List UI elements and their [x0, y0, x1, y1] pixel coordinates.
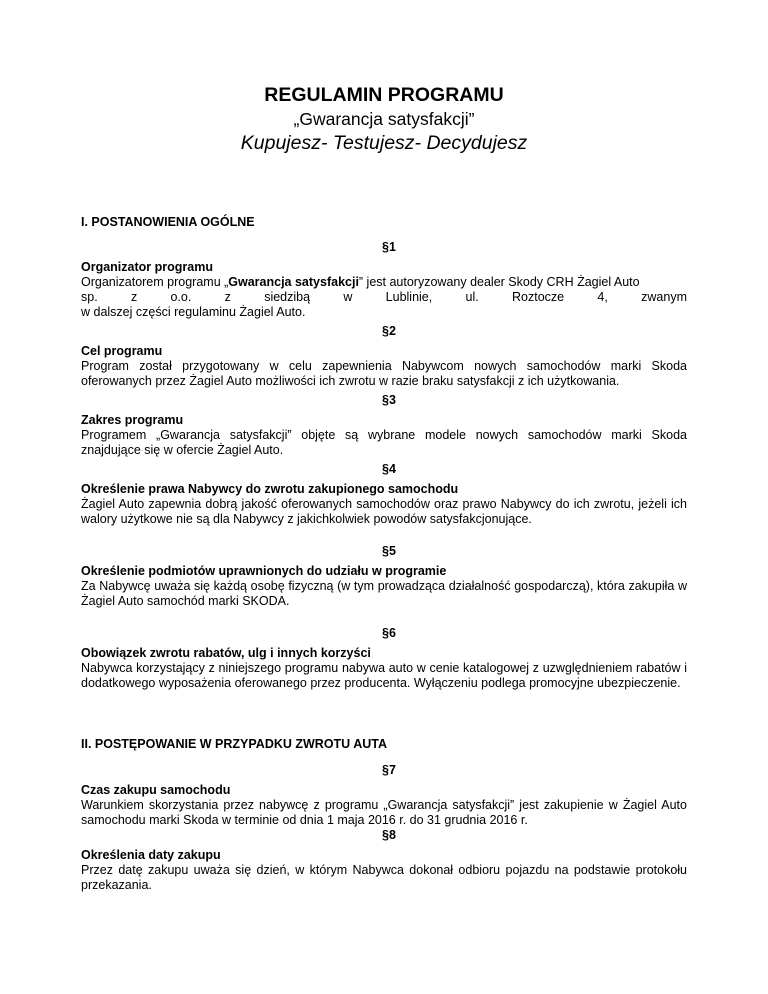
paragraph-title: Organizator programu	[81, 260, 213, 274]
document-subtitle: „Gwarancja satysfakcji”	[293, 109, 475, 129]
paragraph-text: Za Nabywcę uważa się każdą osobę fizyczną (w tym prowadząca działalność gospodarczą), która zakupiła w Żagiel Auto samochód marki SKODA.	[81, 579, 687, 608]
paragraph-6	[81, 626, 687, 691]
paragraph-number: §1	[382, 240, 396, 254]
paragraph-3	[81, 393, 687, 458]
paragraph-7	[81, 763, 687, 828]
paragraph-line	[81, 275, 687, 290]
paragraph-title: Czas zakupu samochodu	[81, 783, 231, 797]
document-title: REGULAMIN PROGRAMU	[264, 84, 504, 106]
document-slogan: Kupujesz- Testujesz- Decydujesz	[240, 132, 528, 154]
paragraph-text: Programem „Gwarancja satysfakcji” objęte są wybrane modele nowych samochodów marki Skoda znajdujące się w ofercie Żagiel Auto.	[81, 428, 687, 457]
paragraph-title: Zakres programu	[81, 413, 184, 427]
paragraph-number: §2	[382, 324, 396, 338]
paragraph-title: Określenie podmiotów uprawnionych do udziału w programie	[81, 564, 447, 578]
text-span: Organizatorem programu „	[81, 275, 229, 289]
paragraph-title: Obowiązek zwrotu rabatów, ulg i innych korzyści	[81, 646, 371, 660]
paragraph-title: Określenia daty zakupu	[81, 848, 221, 862]
paragraph-5	[81, 544, 687, 609]
paragraph-text	[81, 275, 687, 320]
paragraph-text: Żagiel Auto zapewnia dobrą jakość oferowanych samochodów oraz prawo Nabywcy do ich zwrotu, jeżeli ich walory użytkowe nie są dla Nabywcy z jakichkolwiek powodów satysfakcjonujące.	[81, 497, 687, 526]
paragraph-1	[81, 240, 687, 320]
chapter-heading-2: II. POSTĘPOWANIE W PRZYPADKU ZWROTU AUTA	[81, 737, 388, 751]
paragraph-text: Przez datę zakupu uważa się dzień, w którym Nabywca dokonał odbioru pojazdu na podstawie protokołu przekazania.	[81, 863, 687, 892]
paragraph-line: sp. z o.o. z siedzibą w Lublinie, ul. Roztocze 4, zwanym	[81, 290, 687, 304]
paragraph-line: w dalszej części regulaminu Żagiel Auto.	[81, 305, 306, 319]
paragraph-title: Cel programu	[81, 344, 163, 358]
paragraph-title: Określenie prawa Nabywcy do zwrotu zakupionego samochodu	[81, 482, 459, 496]
program-name: Gwarancja satysfakcji	[228, 275, 359, 289]
paragraph-number: §4	[382, 462, 396, 476]
paragraph-number: §3	[382, 393, 396, 407]
paragraph-8	[81, 828, 687, 893]
paragraph-text: Warunkiem skorzystania przez nabywcę z programu „Gwarancja satysfakcji” jest zakupienie w Żagiel Auto samochodu marki Skoda w terminie od dnia 1 maja 2016 r. do 31 grudnia 2016 r.	[81, 798, 687, 827]
title-block	[0, 82, 768, 156]
paragraph-number: §7	[382, 763, 396, 777]
paragraph-number: §5	[382, 544, 396, 558]
paragraph-text: Nabywca korzystający z niniejszego programu nabywa auto w cenie katalogowej z uzwględnieniem rabatów i dodatkowego wyposażenia oferowanego przez producenta. Wyłączeniu podlega promocyjne ubezpieczenie.	[81, 661, 687, 690]
text-span: ” jest autoryzowany dealer Skody CRH Żagiel Auto	[358, 275, 640, 289]
paragraph-text: Program został przygotowany w celu zapewnienia Nabywcom nowych samochodów marki Skoda oferowanych przez Żagiel Auto możliwości ich zwrotu w razie braku satysfakcji z ich użytkowania.	[81, 359, 687, 388]
chapter-heading-1: I. POSTANOWIENIA OGÓLNE	[81, 215, 255, 229]
paragraph-4	[81, 462, 687, 527]
paragraph-2	[81, 324, 687, 389]
paragraph-number: §8	[382, 828, 396, 842]
paragraph-number: §6	[382, 626, 396, 640]
